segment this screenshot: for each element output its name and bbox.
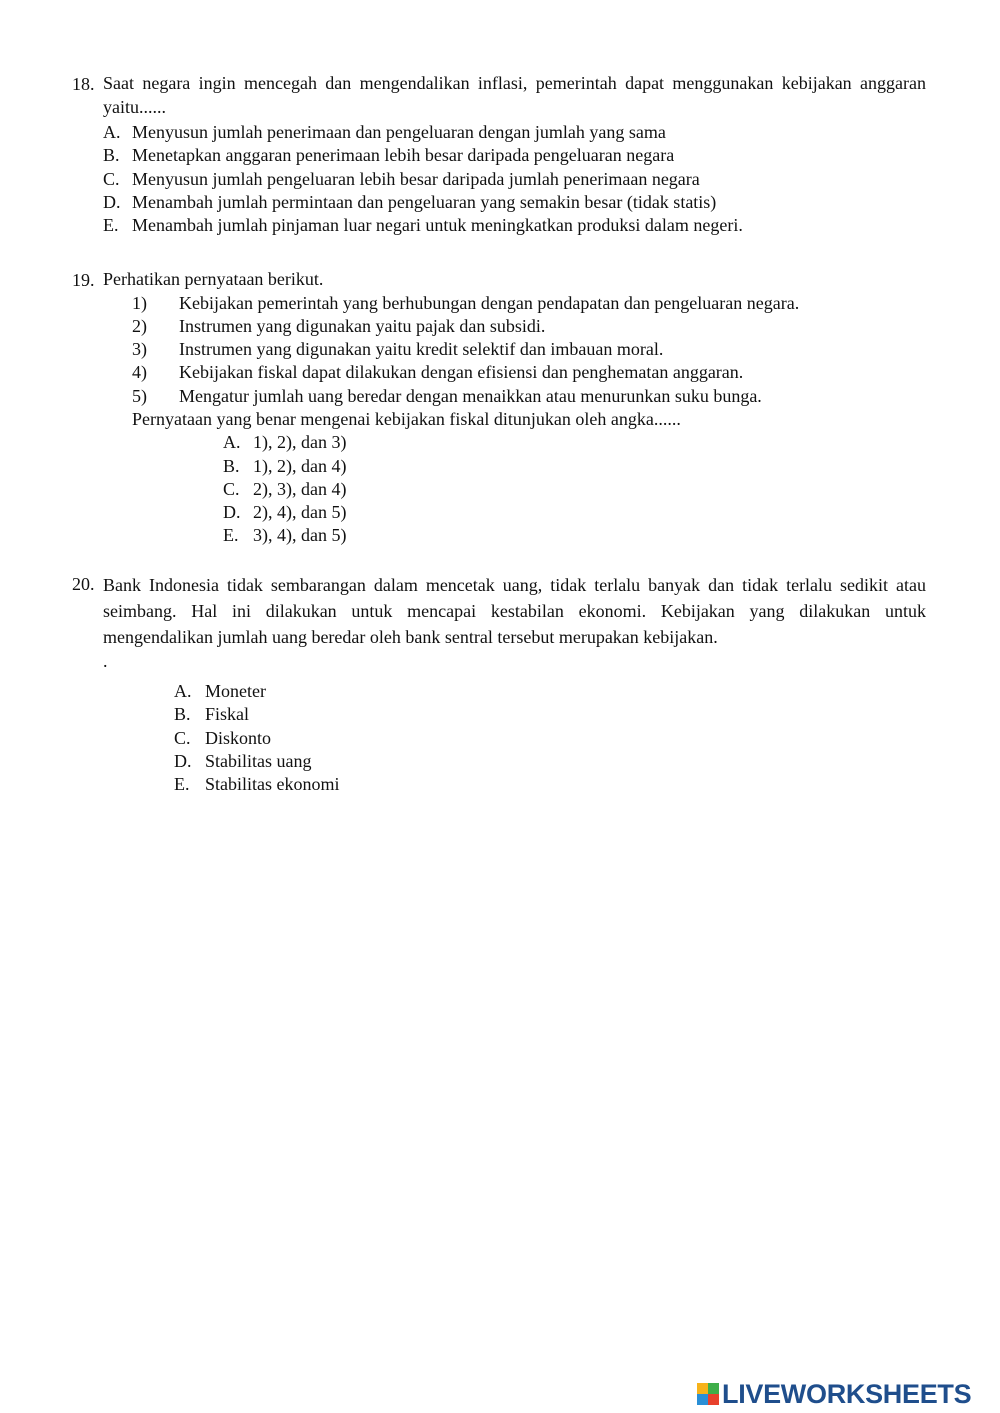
statement-item bbox=[132, 315, 926, 338]
question-19 bbox=[72, 268, 926, 548]
statement-number: 3) bbox=[132, 339, 147, 360]
option-letter: A. bbox=[174, 681, 192, 701]
statement-text: Kebijakan fiskal dapat dilakukan dengan efisiensi dan penghematan anggaran. bbox=[179, 362, 744, 383]
option-text: Stabilitas uang bbox=[205, 750, 312, 771]
statement-number: 1) bbox=[132, 292, 147, 313]
option-letter: B. bbox=[223, 455, 240, 476]
option-letter: D. bbox=[174, 750, 192, 771]
option-a[interactable] bbox=[103, 121, 926, 144]
logo-square-3 bbox=[697, 1394, 708, 1405]
question-trailing-dot: . bbox=[103, 651, 108, 671]
question-number: 20. bbox=[72, 574, 95, 594]
option-letter: A. bbox=[103, 122, 121, 142]
statement-text: Instrumen yang digunakan yaitu kredit selektif dan imbauan moral. bbox=[179, 339, 664, 360]
option-text: 2), 3), dan 4) bbox=[253, 478, 347, 499]
option-c[interactable] bbox=[174, 727, 926, 750]
option-letter: A. bbox=[223, 432, 241, 453]
question-20 bbox=[72, 572, 926, 796]
option-b[interactable] bbox=[223, 455, 926, 478]
logo-text: LIVEWORKSHEETS bbox=[722, 1379, 972, 1409]
option-d[interactable] bbox=[223, 501, 926, 524]
option-text: Menambah jumlah permintaan dan pengeluaran yang semakin besar (tidak statis) bbox=[132, 191, 717, 212]
question-text: Perhatikan pernyataan berikut. bbox=[103, 269, 324, 289]
option-e[interactable] bbox=[223, 524, 926, 547]
option-a[interactable] bbox=[223, 431, 926, 454]
question-18 bbox=[72, 72, 926, 237]
option-c[interactable] bbox=[223, 478, 926, 501]
answer-options bbox=[174, 680, 926, 796]
option-text: 2), 4), dan 5) bbox=[253, 502, 347, 523]
option-text: 3), 4), dan 5) bbox=[253, 525, 347, 546]
logo-square-1 bbox=[697, 1383, 708, 1394]
statement-item bbox=[132, 338, 926, 361]
option-letter: C. bbox=[223, 478, 240, 499]
option-text: Menetapkan anggaran penerimaan lebih besar daripada pengeluaran negara bbox=[132, 145, 675, 166]
option-text: Diskonto bbox=[205, 727, 272, 748]
option-e[interactable] bbox=[174, 773, 926, 796]
question-number: 18. bbox=[72, 74, 95, 94]
option-letter: C. bbox=[103, 168, 120, 189]
statement-number: 4) bbox=[132, 362, 147, 383]
option-d[interactable] bbox=[174, 750, 926, 773]
option-text: Menambah jumlah pinjaman luar negari untuk meningkatkan produksi dalam negeri. bbox=[132, 215, 743, 236]
logo-square-2 bbox=[708, 1383, 719, 1394]
statement-item bbox=[132, 385, 926, 408]
question-text: Bank Indonesia tidak sembarangan dalam mencetak uang, tidak terlalu banyak dan tidak terlalu sedikit atau seimbang. Hal ini dilakukan untuk mencapai kestabilan ekonomi. Kebijakan yang dilakukan untuk mengendalikan jumlah uang beredar oleh bank sentral tersebut merupakan kebijakan. bbox=[103, 575, 926, 647]
option-text: Menyusun jumlah penerimaan dan pengeluaran dengan jumlah yang sama bbox=[132, 122, 666, 142]
statement-number: 5) bbox=[132, 385, 147, 406]
option-text: 1), 2), dan 3) bbox=[253, 432, 347, 453]
option-letter: B. bbox=[174, 704, 191, 725]
answer-options bbox=[223, 431, 926, 547]
logo-square-4 bbox=[708, 1394, 719, 1405]
logo-grid-icon bbox=[697, 1383, 719, 1405]
option-letter: E. bbox=[174, 774, 190, 795]
statement-item bbox=[132, 292, 926, 315]
option-letter: D. bbox=[103, 191, 121, 212]
answer-options bbox=[103, 121, 926, 237]
liveworksheets-logo bbox=[697, 1380, 971, 1408]
statement-list bbox=[132, 292, 926, 408]
question-text: Saat negara ingin mencegah dan mengendalikan inflasi, pemerintah dapat menggunakan kebijakan anggaran yaitu...... bbox=[103, 73, 926, 117]
option-b[interactable] bbox=[103, 144, 926, 167]
question-prompt: Pernyataan yang benar mengenai kebijakan fiskal ditunjukan oleh angka...... bbox=[132, 408, 681, 429]
question-number: 19. bbox=[72, 270, 95, 290]
option-c[interactable] bbox=[103, 168, 926, 191]
option-b[interactable] bbox=[174, 703, 926, 726]
statement-text: Mengatur jumlah uang beredar dengan menaikkan atau menurunkan suku bunga. bbox=[179, 385, 762, 406]
option-text: Fiskal bbox=[205, 704, 250, 725]
option-letter: B. bbox=[103, 145, 120, 166]
option-e[interactable] bbox=[103, 214, 926, 237]
option-text: Stabilitas ekonomi bbox=[205, 774, 340, 795]
option-text: Menyusun jumlah pengeluaran lebih besar daripada jumlah penerimaan negara bbox=[132, 168, 700, 189]
statement-item bbox=[132, 361, 926, 384]
option-letter: E. bbox=[223, 525, 239, 546]
option-letter: E. bbox=[103, 215, 119, 236]
option-a[interactable] bbox=[174, 680, 926, 703]
option-letter: D. bbox=[223, 502, 241, 523]
option-text: 1), 2), dan 4) bbox=[253, 455, 347, 476]
option-letter: C. bbox=[174, 727, 191, 748]
statement-number: 2) bbox=[132, 315, 147, 336]
statement-text: Instrumen yang digunakan yaitu pajak dan subsidi. bbox=[179, 315, 546, 336]
option-text: Moneter bbox=[205, 681, 266, 701]
statement-text: Kebijakan pemerintah yang berhubungan dengan pendapatan dan pengeluaran negara. bbox=[179, 292, 800, 313]
option-d[interactable] bbox=[103, 191, 926, 214]
